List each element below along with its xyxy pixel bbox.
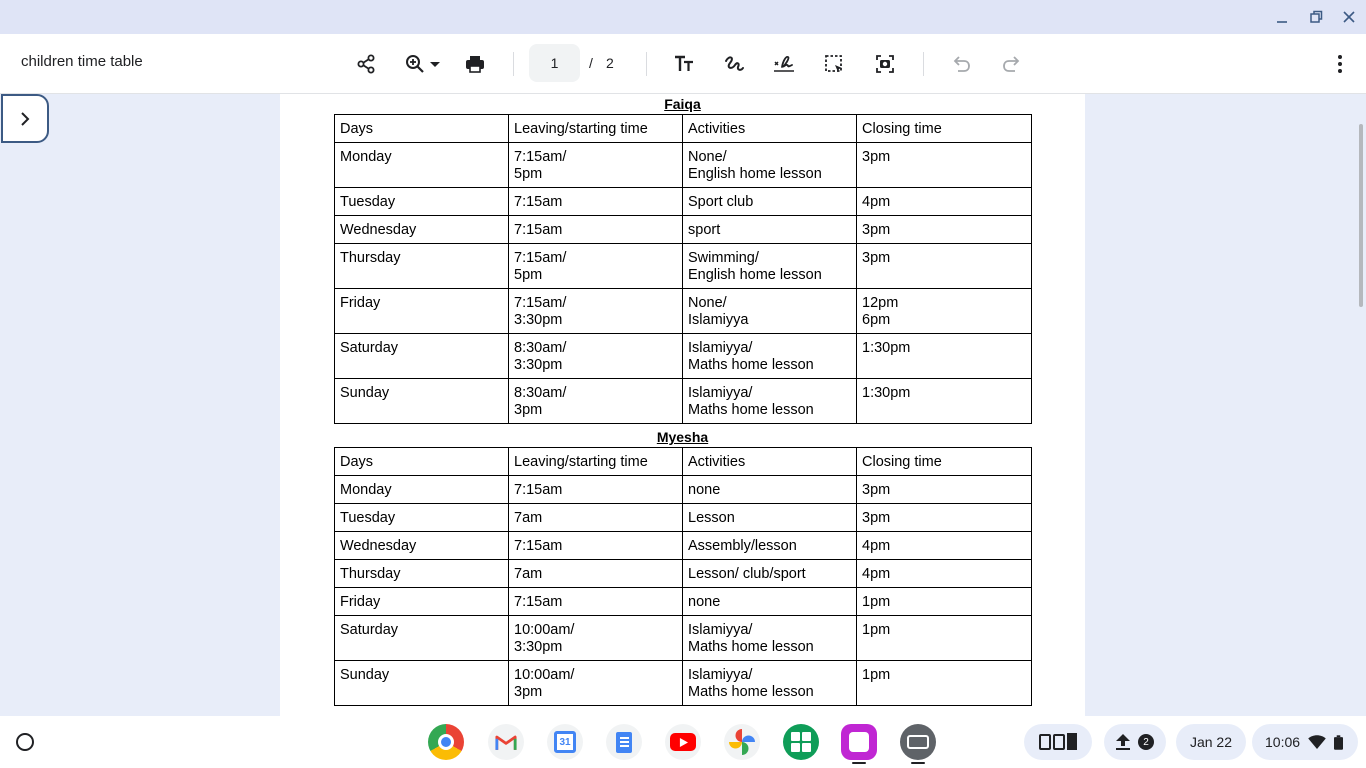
battery-icon [1334, 735, 1343, 750]
table-cell: 3pm [857, 244, 1032, 289]
select-icon[interactable] [818, 48, 850, 80]
wifi-icon [1308, 735, 1326, 749]
table-cell: 7:15am [509, 216, 683, 244]
screenshot-icon[interactable] [869, 48, 901, 80]
column-header: Activities [683, 115, 857, 143]
table-cell: 3pm [857, 504, 1032, 532]
table-cell: 7:15am [509, 588, 683, 616]
table-cell: Monday [335, 476, 509, 504]
table-cell: Lesson/ club/sport [683, 560, 857, 588]
table-cell: 4pm [857, 532, 1032, 560]
text-icon[interactable] [668, 48, 700, 80]
table-cell: Friday [335, 289, 509, 334]
table-row [335, 532, 1032, 560]
table-row [335, 289, 1032, 334]
pdf-toolbar [0, 34, 1366, 94]
table-row [335, 616, 1032, 661]
table-row [335, 504, 1032, 532]
table-cell: none [683, 476, 857, 504]
table-row [335, 379, 1032, 424]
table-cell: Islamiyya/ Maths home lesson [683, 334, 857, 379]
table-row [335, 661, 1032, 706]
table-cell: Sunday [335, 379, 509, 424]
running-indicator [911, 762, 925, 764]
table-cell: 1:30pm [857, 379, 1032, 424]
table-cell: 7am [509, 504, 683, 532]
uploads-badge: 2 [1138, 734, 1154, 750]
holding-space-tray[interactable] [1024, 724, 1092, 760]
page-total: 2 [606, 55, 614, 71]
shelf [0, 716, 1366, 768]
table-cell: Wednesday [335, 216, 509, 244]
more-icon[interactable] [1324, 48, 1356, 80]
table-row [335, 216, 1032, 244]
table-row [335, 588, 1032, 616]
date-label: Jan 22 [1189, 734, 1233, 750]
table-row [335, 476, 1032, 504]
table-cell: 3pm [857, 143, 1032, 188]
table-row [335, 244, 1032, 289]
photos-icon[interactable] [724, 724, 760, 760]
timetable [334, 114, 1032, 424]
table-cell: 8:30am/ 3:30pm [509, 334, 683, 379]
table-cell: Sport club [683, 188, 857, 216]
files-icon [1038, 732, 1078, 752]
thumbnail-panel-toggle[interactable] [1, 94, 49, 143]
table-cell: 7:15am/ 3:30pm [509, 289, 683, 334]
zoom-icon[interactable] [396, 48, 448, 80]
page-number-input[interactable]: 1 [529, 44, 580, 82]
table-cell: Islamiyya/ Maths home lesson [683, 661, 857, 706]
table-cell: Tuesday [335, 504, 509, 532]
launcher-icon[interactable] [16, 733, 34, 751]
table-cell: Assembly/lesson [683, 532, 857, 560]
table-cell: 8:30am/ 3pm [509, 379, 683, 424]
share-icon[interactable] [350, 48, 382, 80]
table-cell: sport [683, 216, 857, 244]
status-tray[interactable] [1252, 724, 1358, 760]
table-cell: 1:30pm [857, 334, 1032, 379]
table-cell: 4pm [857, 560, 1032, 588]
date-tray[interactable] [1176, 724, 1246, 760]
print-icon[interactable] [459, 48, 491, 80]
chevron-down-icon [430, 59, 440, 69]
scrollbar-thumb[interactable] [1359, 124, 1363, 307]
table-cell: Lesson [683, 504, 857, 532]
table-cell: Monday [335, 143, 509, 188]
undo-icon[interactable] [945, 48, 977, 80]
close-icon[interactable] [1337, 6, 1361, 28]
time-label: 10:06 [1265, 734, 1301, 750]
uploads-tray[interactable] [1104, 724, 1166, 760]
docs-icon[interactable] [606, 724, 642, 760]
youtube-icon[interactable] [665, 724, 701, 760]
table-header-row [335, 115, 1032, 143]
column-header: Closing time [857, 115, 1032, 143]
table-cell: Swimming/ English home lesson [683, 244, 857, 289]
draw-icon[interactable] [718, 48, 750, 80]
table-cell: 10:00am/ 3:30pm [509, 616, 683, 661]
restore-icon[interactable] [1304, 6, 1328, 28]
table-cell: 3pm [857, 216, 1032, 244]
section-title: Myesha [656, 429, 709, 445]
running-indicator [852, 762, 866, 764]
table-cell: 12pm 6pm [857, 289, 1032, 334]
section-title: Faiqa [664, 96, 701, 112]
table-cell: Tuesday [335, 188, 509, 216]
page-separator: / [589, 55, 593, 71]
table-cell: none [683, 588, 857, 616]
document-page [280, 94, 1085, 716]
table-header-row [335, 448, 1032, 476]
column-header: Activities [683, 448, 857, 476]
table-cell: 1pm [857, 588, 1032, 616]
table-cell: 4pm [857, 188, 1032, 216]
column-header: Days [335, 115, 509, 143]
upload-icon [1116, 734, 1130, 750]
table-cell: Islamiyya/ Maths home lesson [683, 616, 857, 661]
table-cell: 7:15am [509, 188, 683, 216]
table-cell: Thursday [335, 244, 509, 289]
minimize-icon[interactable] [1270, 6, 1294, 28]
keyboard-app-icon[interactable] [900, 724, 936, 760]
table-cell: None/ English home lesson [683, 143, 857, 188]
table-cell: 10:00am/ 3pm [509, 661, 683, 706]
toolbar-divider [646, 52, 647, 76]
redo-icon[interactable] [996, 48, 1028, 80]
column-header: Leaving/starting time [509, 115, 683, 143]
table-cell: 7:15am [509, 476, 683, 504]
table-cell: Thursday [335, 560, 509, 588]
table-cell: 7:15am [509, 532, 683, 560]
window-title-bar [0, 0, 1366, 34]
toolbar-divider [923, 52, 924, 76]
document-title: children time table [21, 53, 143, 70]
toolbar-divider [513, 52, 514, 76]
table-cell: Sunday [335, 661, 509, 706]
calendar-day: 31 [554, 731, 576, 753]
table-cell: 7:15am/ 5pm [509, 143, 683, 188]
table-cell: 1pm [857, 616, 1032, 661]
calculator-icon[interactable] [783, 724, 819, 760]
table-cell: 1pm [857, 661, 1032, 706]
canvas-icon[interactable] [841, 724, 877, 760]
table-cell: Wednesday [335, 532, 509, 560]
timetable [334, 447, 1032, 706]
table-cell: 3pm [857, 476, 1032, 504]
table-row [335, 560, 1032, 588]
table-cell: Islamiyya/ Maths home lesson [683, 379, 857, 424]
column-header: Days [335, 448, 509, 476]
chrome-icon[interactable] [428, 724, 464, 760]
table-cell: Friday [335, 588, 509, 616]
column-header: Leaving/starting time [509, 448, 683, 476]
table-cell: None/ Islamiyya [683, 289, 857, 334]
table-cell: 7:15am/ 5pm [509, 244, 683, 289]
table-row [335, 143, 1032, 188]
gmail-icon[interactable] [488, 724, 524, 760]
table-cell: 7am [509, 560, 683, 588]
table-row [335, 334, 1032, 379]
table-cell: Saturday [335, 616, 509, 661]
signature-icon[interactable] [768, 48, 800, 80]
column-header: Closing time [857, 448, 1032, 476]
chevron-right-icon [17, 111, 33, 127]
calendar-icon[interactable] [547, 724, 583, 760]
table-row [335, 188, 1032, 216]
table-cell: Saturday [335, 334, 509, 379]
